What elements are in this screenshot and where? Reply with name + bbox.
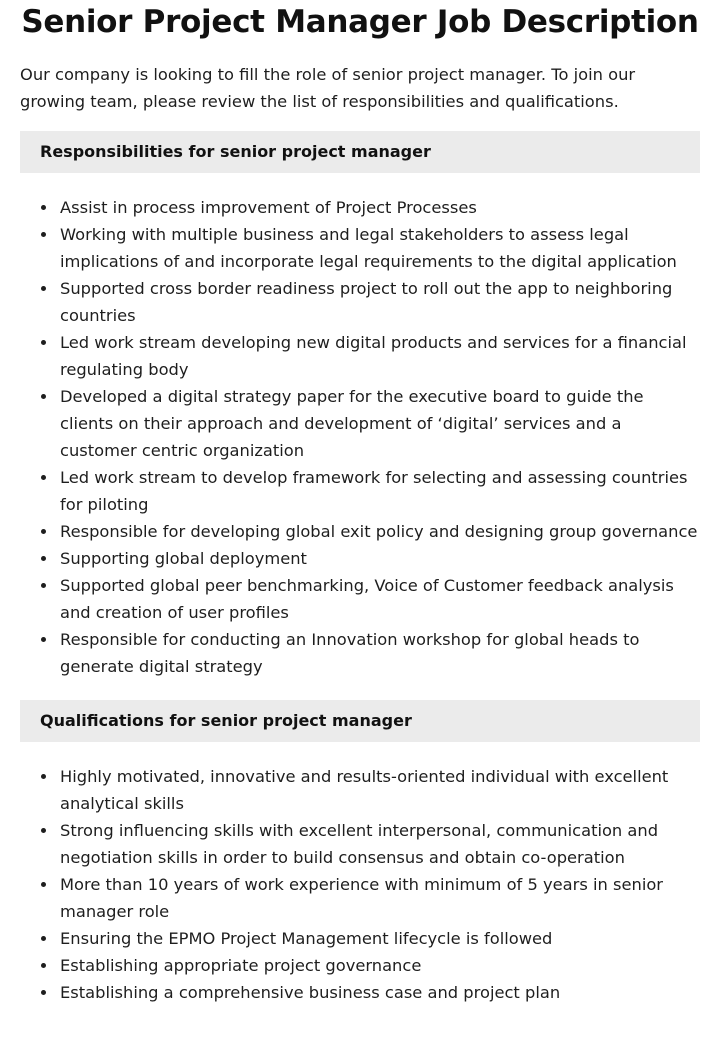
responsibility-item: Responsible for conducting an Innovation workshop for global heads to generate digital strategy xyxy=(60,626,700,680)
qualification-item: Ensuring the EPMO Project Management lifecycle is followed xyxy=(60,925,700,952)
responsibility-item: Responsible for developing global exit policy and designing group governance xyxy=(60,518,700,545)
responsibility-item: Led work stream developing new digital products and services for a financial regulating body xyxy=(60,329,700,383)
responsibilities-heading: Responsibilities for senior project manager xyxy=(20,131,700,173)
qualifications-list xyxy=(20,763,700,1006)
responsibility-item: Supported global peer benchmarking, Voice of Customer feedback analysis and creation of user profiles xyxy=(60,572,700,626)
responsibility-item: Working with multiple business and legal stakeholders to assess legal implications of and incorporate legal requirements to the digital application xyxy=(60,221,700,275)
qualification-item: More than 10 years of work experience with minimum of 5 years in senior manager role xyxy=(60,871,700,925)
responsibility-item: Led work stream to develop framework for selecting and assessing countries for piloting xyxy=(60,464,700,518)
responsibility-item: Developed a digital strategy paper for the executive board to guide the clients on their approach and development of ‘digital’ services and a customer centric organization xyxy=(60,383,700,464)
qualification-item: Establishing appropriate project governance xyxy=(60,952,700,979)
qualifications-heading: Qualifications for senior project manager xyxy=(20,700,700,742)
responsibilities-list xyxy=(20,194,700,680)
responsibility-item: Supported cross border readiness project to roll out the app to neighboring countries xyxy=(60,275,700,329)
responsibility-item: Supporting global deployment xyxy=(60,545,700,572)
intro-paragraph: Our company is looking to fill the role of senior project manager. To join our growing team, please review the list of responsibilities and qualifications. xyxy=(20,65,636,111)
qualification-item: Highly motivated, innovative and results-oriented individual with excellent analytical skills xyxy=(60,763,700,817)
qualification-item: Strong influencing skills with excellent interpersonal, communication and negotiation skills in order to build consensus and obtain co-operation xyxy=(60,817,700,871)
responsibility-item: Assist in process improvement of Project Processes xyxy=(60,194,700,221)
page-title: Senior Project Manager Job Description xyxy=(21,4,699,40)
qualification-item: Establishing a comprehensive business case and project plan xyxy=(60,979,700,1006)
